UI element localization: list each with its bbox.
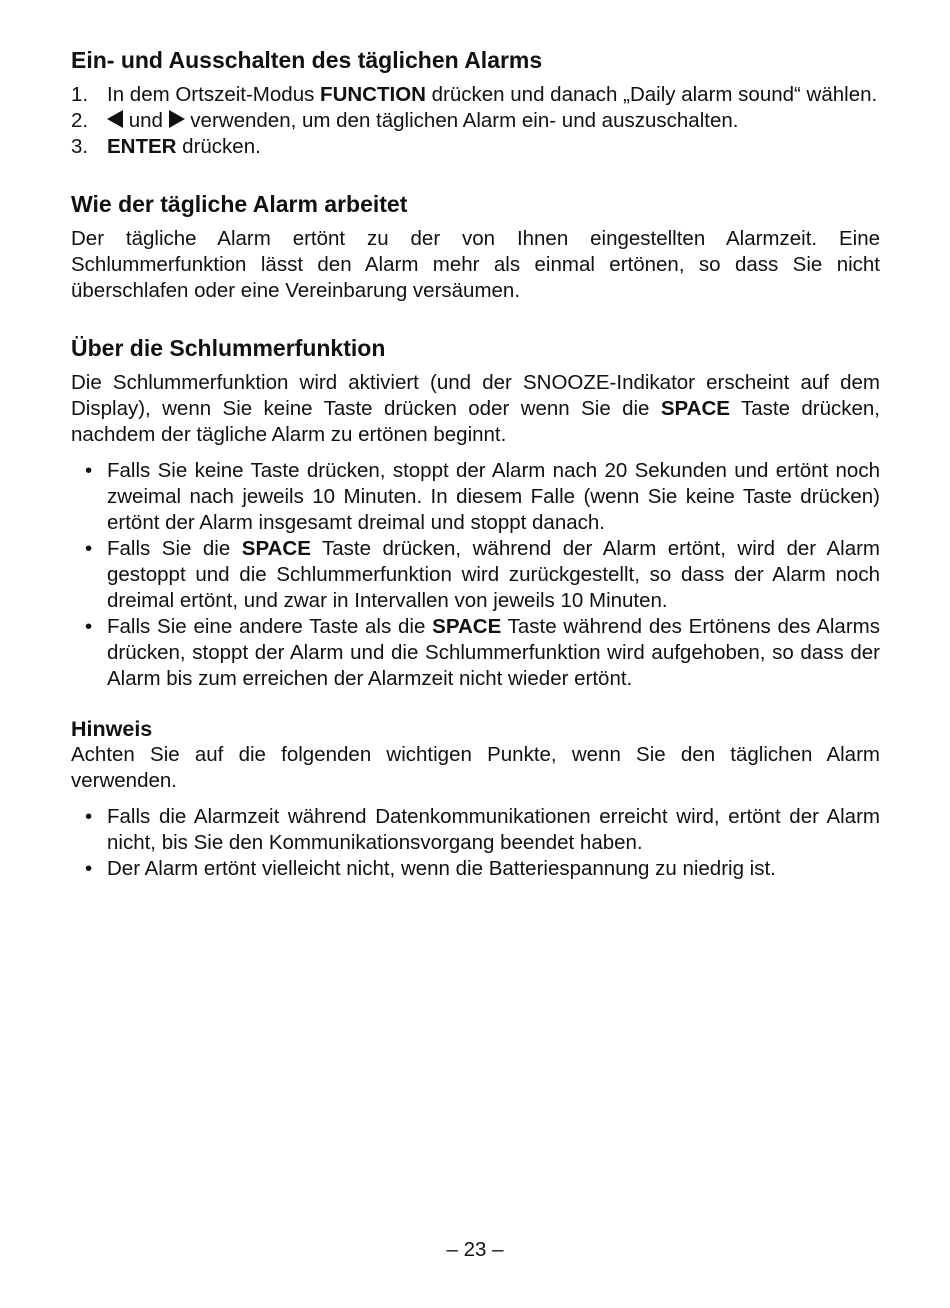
key-name: ENTER xyxy=(107,135,177,158)
bullet-item xyxy=(71,614,880,692)
step-text: verwenden, um den täglichen Alarm ein- und auszuschalten. xyxy=(184,109,739,132)
bullet-marker: • xyxy=(85,459,93,482)
section-heading: Über die Schlummerfunktion xyxy=(71,335,386,361)
section-heading: Hinweis xyxy=(71,717,153,741)
section-heading: Wie der tägliche Alarm arbeitet xyxy=(71,191,408,217)
key-name: SPACE xyxy=(241,537,311,560)
section-note xyxy=(71,716,880,882)
step-text: und xyxy=(123,109,169,132)
step-item xyxy=(71,134,880,160)
section-snooze xyxy=(71,332,880,692)
page-number: – 23 – xyxy=(446,1238,504,1261)
manual-page xyxy=(71,44,880,906)
step-text: drücken. xyxy=(176,135,261,158)
key-name: FUNCTION xyxy=(320,83,426,106)
paragraph-text: Die Schlummerfunktion wird aktiviert (und der SNOOZE-Indikator erscheint auf dem Display), wenn Sie keine Taste drücken oder wenn Sie die xyxy=(71,371,880,420)
bullet-item xyxy=(71,804,880,856)
section-daily-alarm-toggle xyxy=(71,44,880,160)
step-item xyxy=(71,82,880,108)
bullet-marker: • xyxy=(85,615,93,638)
right-triangle-icon xyxy=(169,110,185,128)
paragraph: Der tägliche Alarm ertönt zu der von Ihnen eingestellten Alarmzeit. Eine Schlummerfunktion lässt den Alarm mehr als einmal ertönen, so dass Sie nicht überschlafen oder eine Vereinbarung versäumen. xyxy=(71,227,880,302)
bullet-marker: • xyxy=(85,537,93,560)
bullet-text: Falls Sie eine andere Taste als die xyxy=(107,615,433,638)
bullet-text: Taste drücken, während der Alarm ertönt, wird der Alarm gestoppt und die Schlummerfunktion wird zurückgestellt, so dass der Alarm noch dreimal ertönt, und zwar in Intervallen von jeweils 10 Minuten. xyxy=(107,537,880,612)
step-number: 3. xyxy=(71,135,89,158)
key-name: SPACE xyxy=(432,615,502,638)
bullet-text: Falls Sie keine Taste drücken, stoppt der Alarm nach 20 Sekunden und ertönt noch zweimal nach jeweils 10 Minuten. In diesem Falle (wenn Sie keine Taste drücken) ertönt der Alarm insgesamt dreimal und stoppt danach. xyxy=(107,459,880,534)
paragraph: Achten Sie auf die folgenden wichtigen Punkte, wenn Sie den täglichen Alarm verwenden. xyxy=(71,743,880,792)
bullet-item xyxy=(71,458,880,536)
bullet-item xyxy=(71,536,880,614)
paragraph-text: Taste drücken, nachdem der tägliche Alarm zu ertönen beginnt. xyxy=(71,397,880,446)
paragraph xyxy=(71,370,880,448)
bullet-item xyxy=(71,856,880,882)
step-number: 2. xyxy=(71,109,89,132)
step-text: drücken und danach „Daily alarm sound“ wählen. xyxy=(425,83,878,106)
section-how-alarm-works xyxy=(71,188,880,304)
section-heading: Ein- und Ausschalten des täglichen Alarms xyxy=(71,47,543,73)
step-item xyxy=(71,108,880,134)
bullet-list xyxy=(71,804,880,882)
key-name: SPACE xyxy=(660,397,730,420)
step-number: 1. xyxy=(71,83,89,106)
left-triangle-icon xyxy=(107,110,123,128)
bullet-text: Falls die Alarmzeit während Datenkommunikationen erreicht wird, ertönt der Alarm nicht, bis Sie den Kommunikationsvorgang beendet haben. xyxy=(107,805,880,854)
bullet-text: Falls Sie die xyxy=(107,537,242,560)
bullet-marker: • xyxy=(85,857,93,880)
bullet-text: Taste während des Ertönens des Alarms drücken, stoppt der Alarm und die Schlummerfunktion wird aufgehoben, so dass der Alarm bis zum erreichen der Alarmzeit nicht wieder ertönt. xyxy=(107,615,880,690)
bullet-text: Der Alarm ertönt vielleicht nicht, wenn die Batteriespannung zu niedrig ist. xyxy=(107,857,776,880)
step-text: In dem Ortszeit-Modus xyxy=(107,83,321,106)
steps-list xyxy=(71,82,880,160)
bullet-marker: • xyxy=(85,805,93,828)
bullet-list xyxy=(71,458,880,692)
